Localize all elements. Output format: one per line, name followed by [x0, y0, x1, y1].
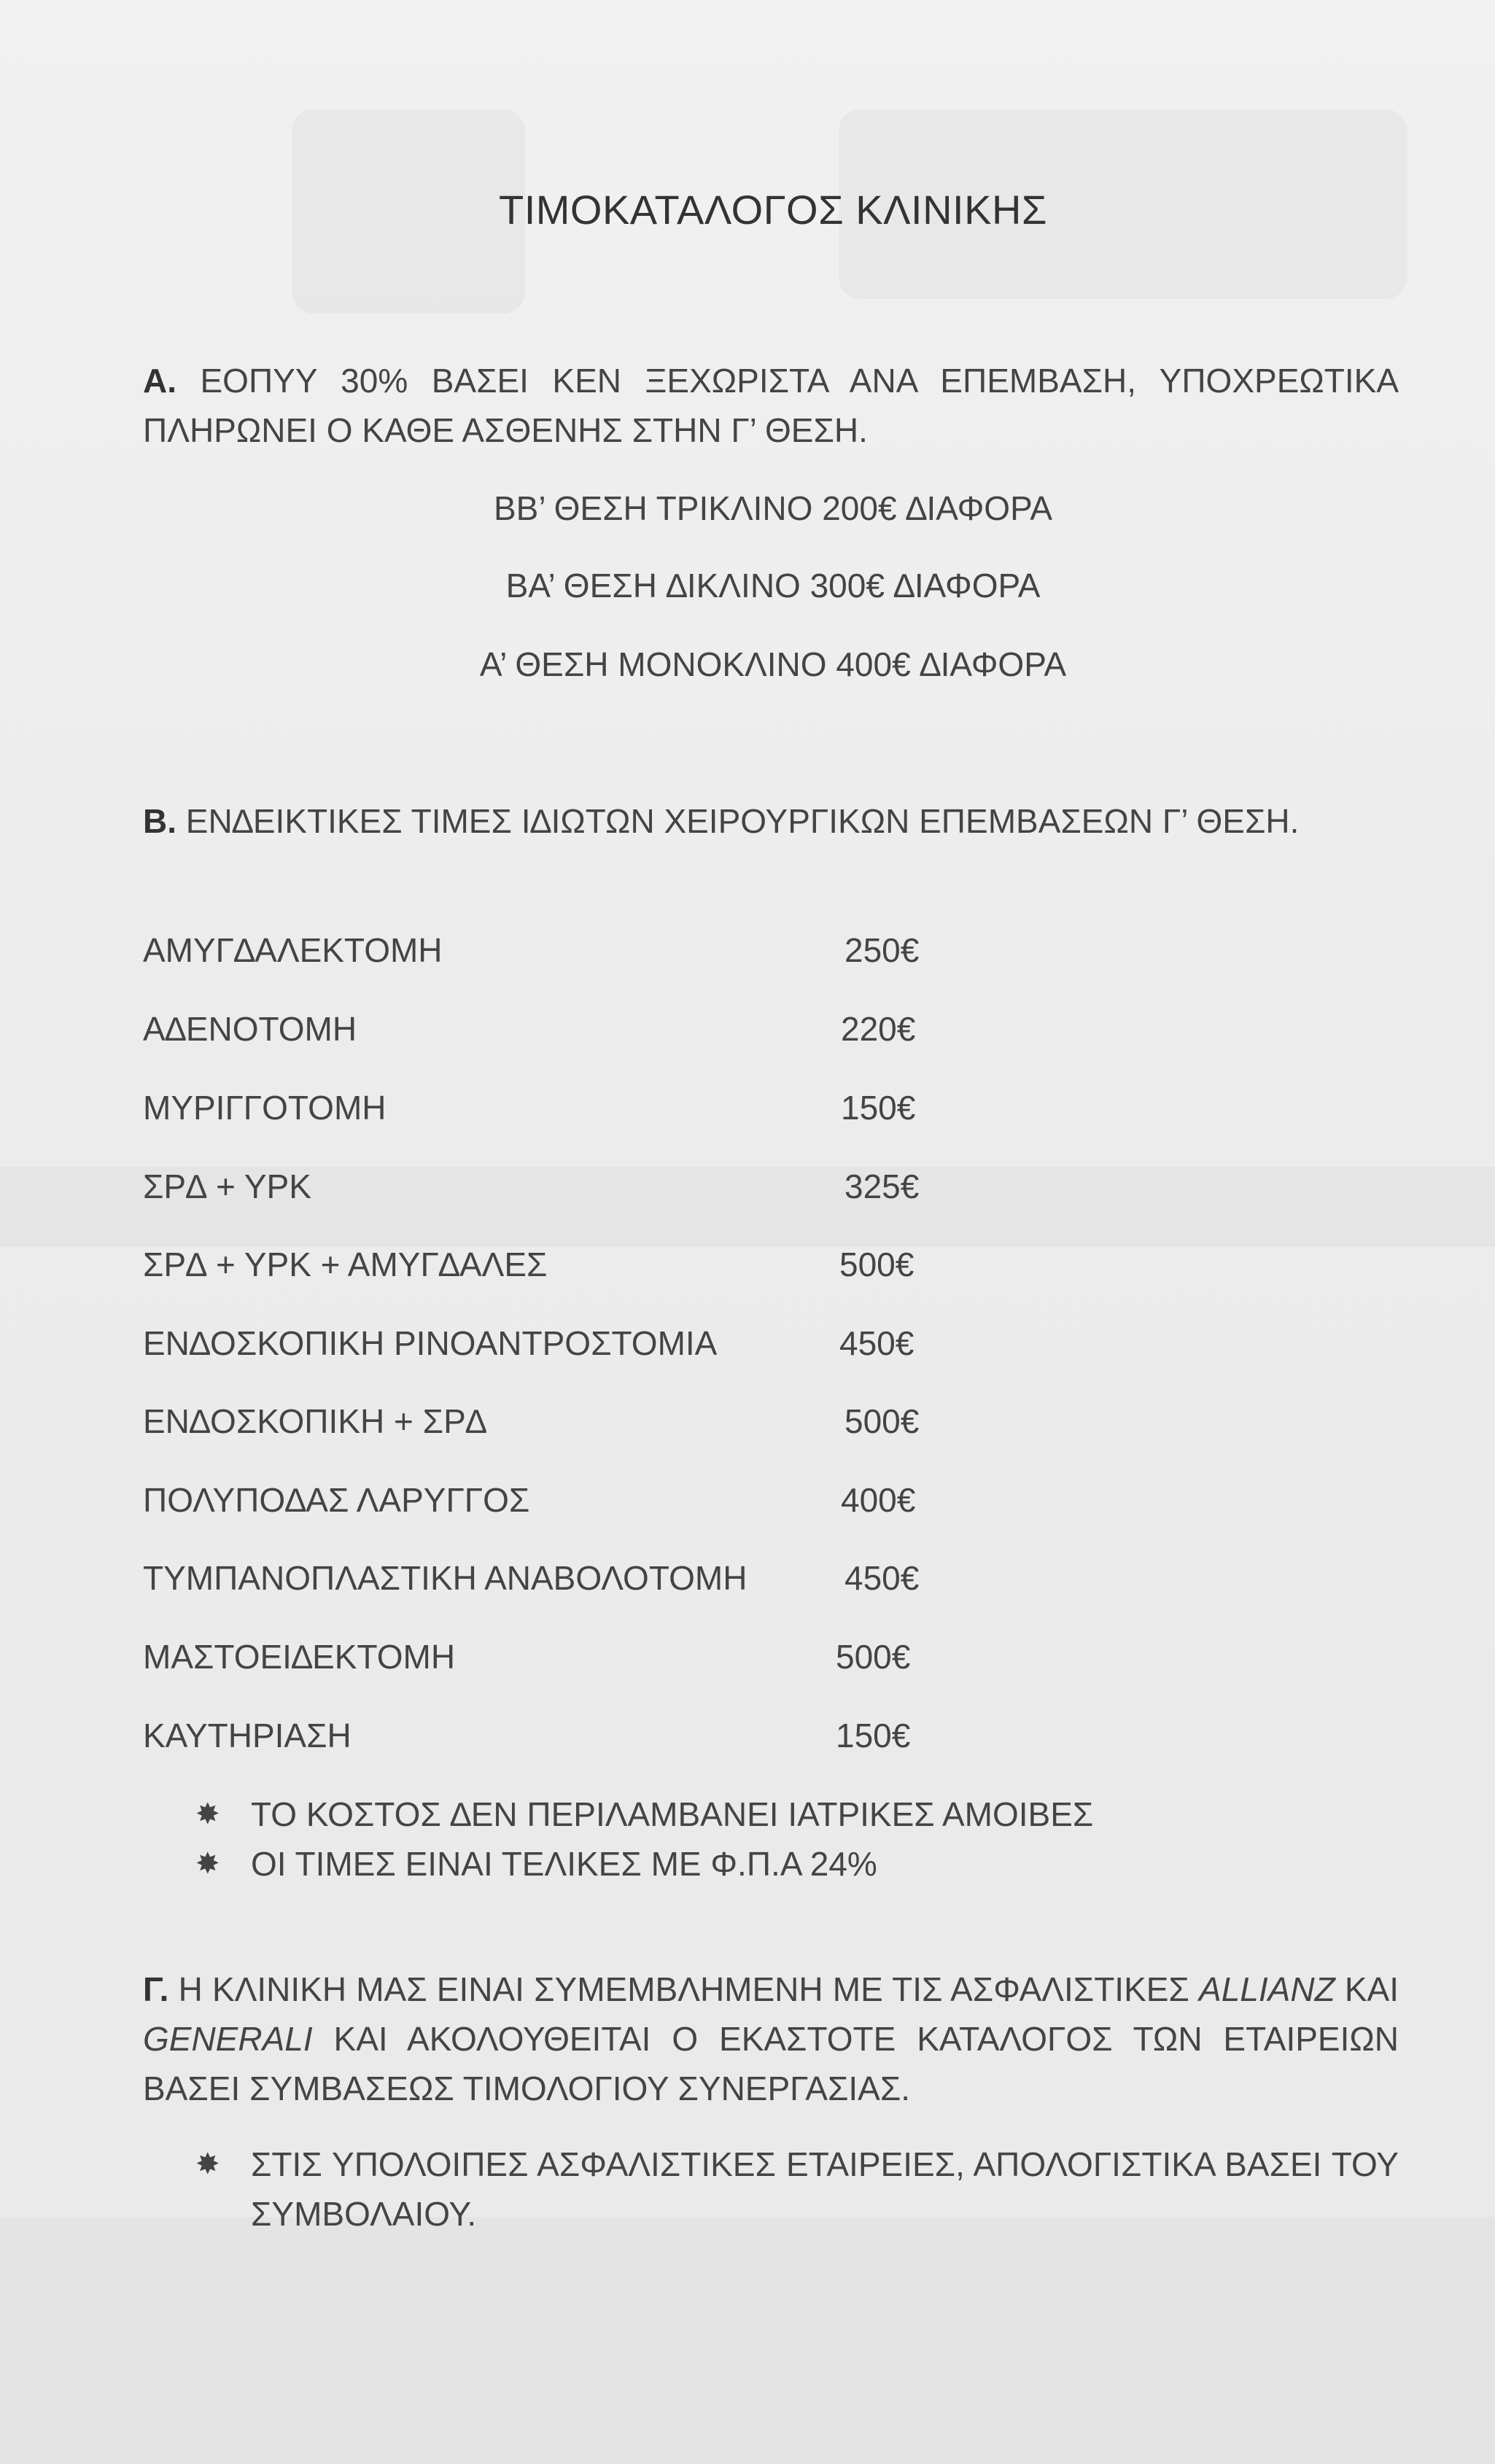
section-b-label: Β. [143, 802, 176, 840]
section-c-text: ΚΑΙ [1344, 1970, 1399, 2008]
procedure-price: 150€ [841, 1089, 916, 1127]
procedure-name: Α∆ΕΝΟΤΟΜΗ [143, 1010, 357, 1048]
procedure-name: ΚΑΥΤΗΡΙΑΣΗ [143, 1717, 352, 1754]
asterisk-bullet-icon: ✸ [195, 1798, 220, 1830]
procedure-price: 325€ [844, 1167, 920, 1205]
insurer-name: ALLIANZ [1199, 1970, 1335, 2008]
section-a-text: ΕΟΠΥΥ 30% ΒΑΣΕΙ ΚΕΝ ΞΕΧΩΡΙΣΤΑ ΑΝΑ ΕΠΕΜΒΑΣΗ, ΥΠΟΧΡΕΩΤΙΚΑ ΠΛΗΡΩΝΕΙ Ο ΚΑΘΕ ΑΣΘΕΝΗΣ ΣΤΗΝ Γ’ ΘΕΣΗ. [143, 362, 1399, 449]
procedure-name: ΜΑΣΤΟΕΙ∆ΕΚΤΟΜΗ [143, 1638, 456, 1676]
room-rate-line: ΒΒ’ ΘΕΣΗ ΤΡΙΚΛΙΝΟ 200€ ∆ΙΑΦΟΡΑ [493, 489, 1053, 527]
procedure-name: ΣΡ∆ + ΥΡΚ + ΑΜΥΓ∆ΑΛΕΣ [143, 1245, 548, 1283]
insurer-name: GENERALI [143, 2020, 313, 2058]
section-c-text: ΚΑΙ ΑΚΟΛΟΥΘΕΙΤΑΙ Ο ΕΚΑΣΤΟΤΕ ΚΑΤΑΛΟΓΟΣ ΤΩΝ ΕΤΑΙΡΕΙΩΝ ΒΑΣΕΙ ΣΥΜΒΑΣΕΩΣ ΤΙΜΟΛΟΓΙΟΥ ΣΥΝΕΡΓΑΣΙΑΣ. [143, 2020, 1399, 2107]
procedure-price: 500€ [844, 1402, 920, 1440]
procedure-price: 450€ [839, 1324, 915, 1362]
note-text: ΟΙ ΤΙΜΕΣ ΕΙΝΑΙ ΤΕΛΙΚΕΣ ΜΕ Φ.Π.Α 24% [251, 1845, 877, 1883]
section-a-label: Α. [143, 362, 176, 400]
page-title: ΤΙΜΟΚΑΤΑΛΟΓΟΣ ΚΛΙΝΙΚΗΣ [498, 187, 1047, 233]
section-c-paragraph [143, 1964, 1399, 2113]
procedure-row [143, 1402, 1018, 1445]
note-text: ΣΤΙΣ ΥΠΟΛΟΙΠΕΣ ΑΣΦΑΛΙΣΤΙΚΕΣ ΕΤΑΙΡΕΙΕΣ, ΑΠΟΛΟΓΙΣΤΙΚΑ ΒΑΣΕΙ ΤΟΥ ΣΥΜΒΟΛΑΙΟΥ. [251, 2145, 1399, 2233]
note-item [195, 1839, 1289, 1889]
procedure-row [143, 1637, 1018, 1681]
procedure-price: 220€ [841, 1010, 916, 1048]
procedure-row [143, 1088, 1018, 1132]
procedure-price: 150€ [836, 1717, 911, 1754]
procedure-name: ΣΡ∆ + ΥΡΚ [143, 1167, 311, 1205]
procedure-row [143, 1009, 1018, 1053]
procedure-name: ΠΟΛΥΠΟ∆ΑΣ ΛΑΡΥΓΓΟΣ [143, 1481, 530, 1519]
asterisk-bullet-icon: ✸ [195, 2148, 220, 2180]
show-through-mark [0, 2217, 1495, 2464]
note-item [195, 2140, 1399, 2239]
room-rate-line: Α’ ΘΕΣΗ ΜΟΝΟΚΛΙΝΟ 400€ ∆ΙΑΦΟΡΑ [479, 645, 1067, 683]
procedure-name: ΕΝ∆ΟΣΚΟΠΙΚΗ ΡΙΝΟΑΝΤΡΟΣΤΟΜΙΑ [143, 1324, 718, 1362]
section-a-paragraph [143, 356, 1399, 455]
procedure-row [143, 1245, 1018, 1289]
procedure-row [143, 1167, 1018, 1210]
procedure-name: ΕΝ∆ΟΣΚΟΠΙΚΗ + ΣΡ∆ [143, 1402, 486, 1440]
procedure-price: 500€ [839, 1245, 915, 1283]
asterisk-bullet-icon: ✸ [195, 1848, 220, 1880]
room-rate-line: ΒΑ’ ΘΕΣΗ ∆ΙΚΛΙΝΟ 300€ ∆ΙΑΦΟΡΑ [505, 567, 1041, 605]
note-item [195, 1789, 1289, 1839]
procedure-price: 250€ [844, 931, 920, 969]
procedure-row [143, 930, 1018, 974]
procedure-price: 450€ [844, 1559, 920, 1597]
procedure-name: ΑΜΥΓ∆ΑΛΕΚΤΟΜΗ [143, 931, 443, 969]
procedure-row [143, 1480, 1018, 1524]
procedure-price: 400€ [841, 1481, 916, 1519]
note-text: ΤΟ ΚΟΣΤΟΣ ∆ΕΝ ΠΕΡΙΛΑΜΒΑΝΕΙ ΙΑΤΡΙΚΕΣ ΑΜΟΙΒΕΣ [251, 1795, 1094, 1833]
section-b-text: ΕΝ∆ΕΙΚΤΙΚΕΣ ΤΙΜΕΣ Ι∆ΙΩΤΩΝ ΧΕΙΡΟΥΡΓΙΚΩΝ ΕΠΕΜΒΑΣΕΩΝ Γ’ ΘΕΣΗ. [185, 802, 1300, 840]
procedure-name: ΤΥΜΠΑΝΟΠΛΑΣΤΙΚΗ ΑΝΑΒΟΛΟΤΟΜΗ [143, 1559, 748, 1597]
procedure-row [143, 1558, 1018, 1602]
section-c-text: Η ΚΛΙΝΙΚΗ ΜΑΣ ΕΙΝΑΙ ΣΥΜΕΜΒΛΗΜΕΝΗ ΜΕ ΤΙΣ ΑΣΦΑΛΙΣΤΙΚΕΣ [178, 1970, 1189, 2008]
procedure-row [143, 1716, 1018, 1760]
procedure-row [143, 1324, 1018, 1367]
procedure-price: 500€ [836, 1638, 911, 1676]
section-c-label: Γ. [143, 1970, 169, 2008]
section-b-paragraph [143, 796, 1399, 846]
procedure-name: ΜΥΡΙΓΓΟΤΟΜΗ [143, 1089, 387, 1127]
